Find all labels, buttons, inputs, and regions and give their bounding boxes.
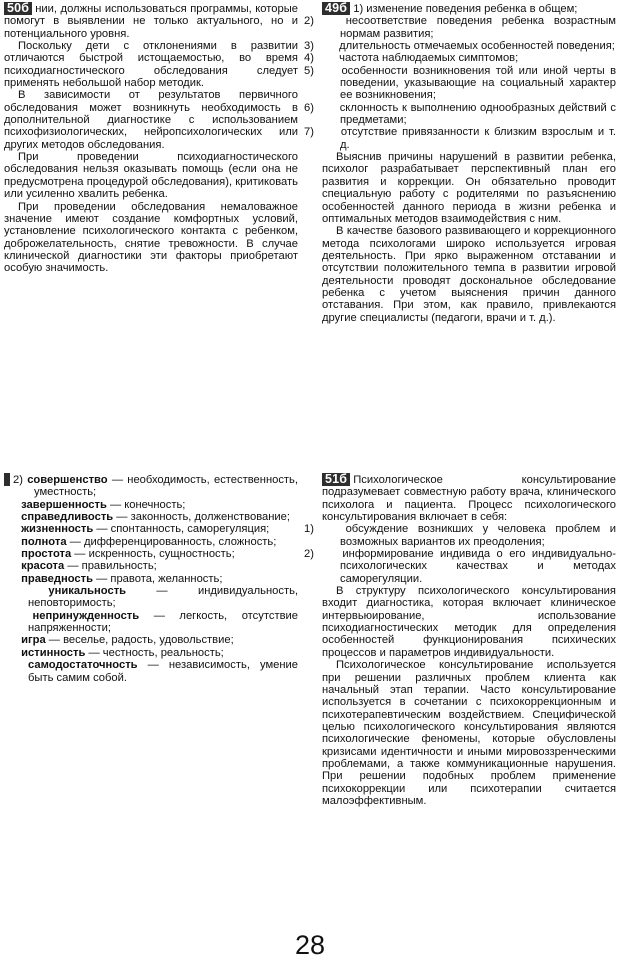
card-49b-item-5: 5) особенности возникновения той или иной черты в поведении, указывающие на социальный характер ее возникновения;: [304, 64, 617, 102]
card-52b-item-6: полнота — дифференцированность, сложность;: [21, 535, 277, 548]
card-badge-49b: 49б: [322, 2, 350, 15]
card-51b-paragraph-1: 51б Психологическое консультирование подразумевает совместную работу врача, клинического психолога и пациента. Процесс психологического консультирования включает в себя:: [322, 472, 616, 524]
card-51b-item-1: 1) обсуждение возникших у человека проблем и возможных вариантов их преодоления;: [304, 523, 616, 548]
card-51b: [304, 472, 616, 807]
card-50b-paragraph-2: Поскольку дети с отклонениями в развитии отличаются быстрой истощаемостью, во время психодиагностического обследования следует применять небольшой набор методик.: [4, 40, 298, 90]
card-52b-item-14: самодостаточность — независимость, умение быть самим собой.: [28, 659, 299, 684]
card-49b-paragraph-1: Выяснив причины нарушений в развитии ребенка, психолог разрабатывает перспективный план его развития и коррекции. Он обязательно проводит специальную работу с родителями по разъяснению особенностей данного периода в жизни ребенка и оптимальных методов взаимодействия с ним.: [322, 151, 616, 225]
card-badge-52b: [4, 473, 10, 486]
page-number: 28: [294, 930, 326, 960]
card-50b-paragraph-3: В зависимости от результатов первичного обследования может возникнуть необходимость в дополнительной диагностике с использованием психофизиологических, нейропсихологических или других методов обследования.: [4, 89, 298, 151]
card-49b-item-4: 4) частота наблюдаемых симптомов;: [304, 52, 519, 65]
card-52b-item-4: справедливость — законность, долженствование;: [21, 511, 290, 524]
card-52b-item-9: праведность — правота, желанность;: [21, 572, 223, 585]
card-49b-item-3: 3) длительность отмечаемых особенностей поведения;: [304, 40, 615, 53]
card-49b: [304, 1, 617, 324]
card-52b-item-8: красота — правильность;: [21, 560, 157, 573]
card-badge-50b: 50б: [4, 2, 32, 15]
card-52b-item-2: 2) совершенство — необходимость, естественность, уместность;: [4, 473, 298, 499]
card-50b-paragraph-4: При проведении психодиагностического обследования нельзя оказывать помощь (если она не предусмотрена процедурой обследования), критиковать или усиленно хвалить ребенка.: [4, 151, 298, 201]
card-52b-item-11: непринужденность — легкость, отсутствие напряженности;: [28, 609, 298, 635]
card-50b-paragraph-5: При проведении обследования немаловажное значение имеют создание комфортных условий, установление психологического контакта с ребенком, доброжелательность, снятие тревожности. В случае клинической диагностики эти факторы приобретают особую значимость.: [4, 200, 298, 275]
card-50b-paragraph-1: 50б нии, должны использоваться программы, которые помогут в выявлении не только актуального, но и потенциального уровня.: [4, 1, 298, 40]
card-52b-item-13: истинность — честность, реальность;: [21, 646, 224, 659]
card-50b: [4, 2, 298, 275]
card-49b-paragraph-2: В качестве базового развивающего и коррекционного метода психологами широко используется игровая деятельность. При ярко выраженном отставании и отсутствии положительного темпа в развитии игровой деятельности проводят доскональное обследование ребенка с учетом выяснения причин данного отставания. При этом, как правило, привлекаются другие специалисты (педагоги, врачи и т. д.).: [322, 225, 616, 324]
card-52b: [4, 473, 298, 684]
card-badge-51b: 51б: [322, 473, 350, 486]
card-52b-item-10: уникальность — индивидуальность, неповторимость;: [28, 585, 299, 610]
card-49b-item-7: 7) отсутствие привязанности к близким взрослым и т. д.: [304, 126, 616, 151]
card-51b-paragraph-3: Психологическое консультирование используется при решении различных проблем клиента как начальный этап терапии. Часто консультирование используется в сочетании с психокоррекционным и психотерапевтическим воздействием. Специфической целью психологического консультирования являются психологические феномены, которые обусловлены кризисами идентичности и иными мировоззренческими проблемами, а также коммуникационные нарушения. При решении подобных проблем применение психокоррекции или психотерапии считается малоэффективным.: [322, 659, 616, 807]
card-52b-item-7: простота — искренность, сущностность;: [21, 548, 235, 561]
card-52b-item-12: игра — веселье, радость, удовольствие;: [21, 634, 234, 647]
card-51b-item-2: 2) информирование индивида о его индивидуально-психологических качествах и методах саморегуляции.: [304, 548, 616, 585]
card-49b-item-6: 6) склонность к выполнению однообразных действий с предметами;: [304, 101, 616, 127]
card-49b-item-2: 2) несоответствие поведения ребенка возрастным нормам развития;: [304, 15, 616, 40]
card-49b-item-1: 49б 1) изменение поведения ребенка в общем;: [322, 2, 616, 15]
card-52b-item-5: жизненность — спонтанность, саморегуляция;: [21, 523, 270, 536]
card-52b-item-3: завершенность — конечность;: [21, 498, 186, 511]
card-51b-paragraph-2: В структуру психологического консультирования входит диагностика, которая включает клиническое интервьюирование, использование психодиагностических методик для определения особенностей функционирования психических процессов и параметров индивидуальности.: [322, 585, 616, 659]
